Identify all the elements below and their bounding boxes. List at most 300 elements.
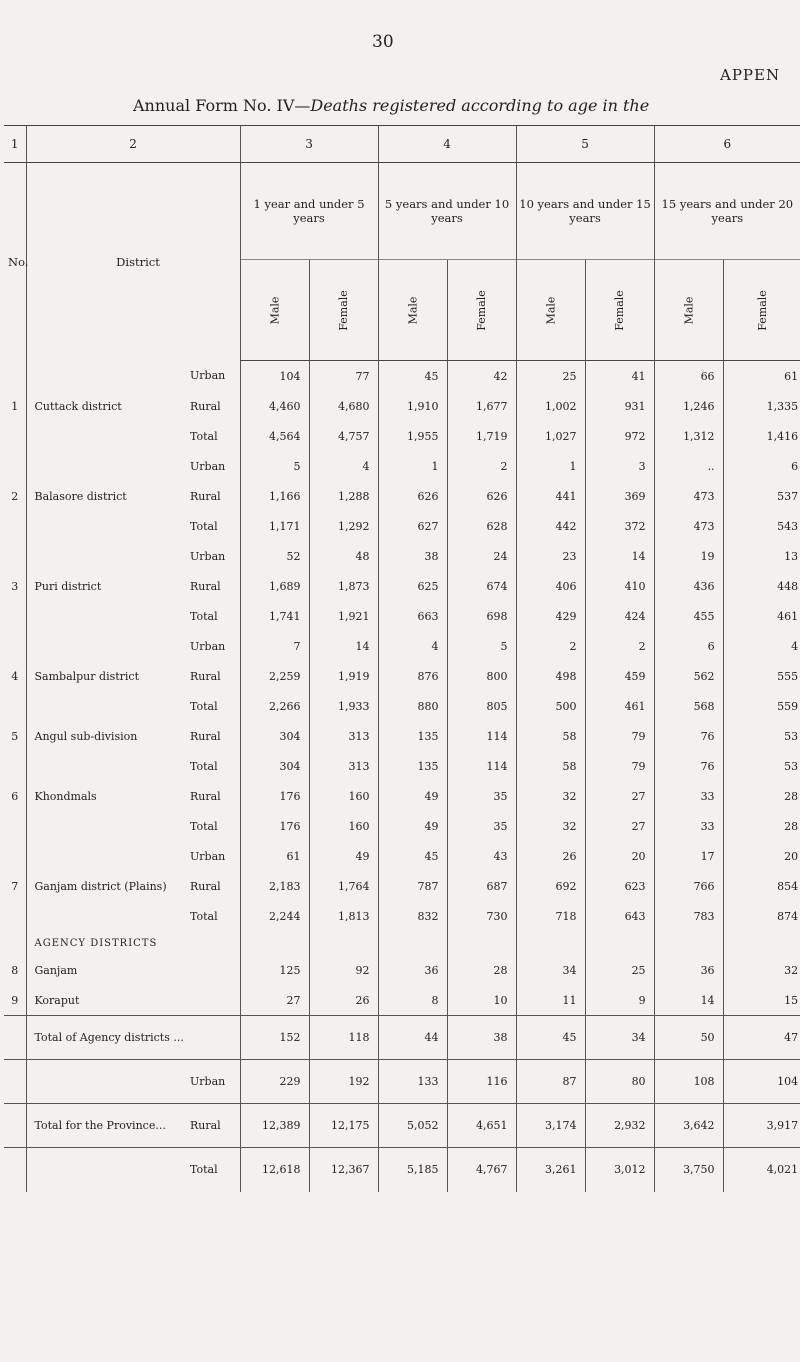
female-10-15-value: 34: [585, 1016, 654, 1060]
female-15-20-value: 20: [723, 841, 800, 871]
male-1-5-value: 7: [240, 631, 309, 661]
male-15-20-value: 473: [654, 511, 723, 541]
female-1-5-value: 12,367: [309, 1148, 378, 1192]
female-1-5-value: 1,288: [309, 481, 378, 511]
male-1-5-value: 12,389: [240, 1104, 309, 1148]
male-header: Male: [268, 296, 282, 324]
area-kind: Rural: [190, 579, 221, 593]
female-10-15-value: 9: [585, 985, 654, 1016]
blank: [26, 1148, 188, 1192]
table-row: [4, 391, 800, 421]
male-15-20-value: 568: [654, 691, 723, 721]
male-10-15-value: 25: [516, 361, 585, 392]
blank: [26, 1060, 188, 1104]
row-number: [4, 901, 26, 931]
male-5-10-value: 5,185: [378, 1148, 447, 1192]
male-10-15-value: 442: [516, 511, 585, 541]
table-row: [4, 661, 800, 691]
male-15-20-value: 1,312: [654, 421, 723, 451]
area-kind: Rural: [190, 879, 221, 893]
male-1-5-value: 4,564: [240, 421, 309, 451]
district-header: District: [26, 163, 240, 361]
female-5-10-value: 10: [447, 985, 516, 1016]
female-15-20-value: 61: [723, 361, 800, 392]
male-15-20-value: 50: [654, 1016, 723, 1060]
female-10-15-value: 972: [585, 421, 654, 451]
female-10-15-value: 80: [585, 1060, 654, 1104]
district-name: [26, 631, 188, 661]
district-name: [26, 451, 188, 481]
female-10-15-value: 424: [585, 601, 654, 631]
male-1-5-value: 176: [240, 811, 309, 841]
female-5-10-value: 730: [447, 901, 516, 931]
row-number: [4, 751, 26, 781]
table-body: [4, 361, 800, 1192]
female-15-20-value: 1,416: [723, 421, 800, 451]
male-5-10-value: 38: [378, 541, 447, 571]
female-15-20-value: 4: [723, 631, 800, 661]
female-1-5-value: 192: [309, 1060, 378, 1104]
male-1-5-value: 2,183: [240, 871, 309, 901]
female-header: Female: [337, 289, 351, 331]
female-5-10-value: 4,651: [447, 1104, 516, 1148]
male-15-20-value: 76: [654, 751, 723, 781]
female-1-5-value: 1,813: [309, 901, 378, 931]
male-5-10-value: 8: [378, 985, 447, 1016]
row-number: 8: [11, 963, 19, 977]
female-5-10-value: 1,677: [447, 391, 516, 421]
table-row: [4, 541, 800, 571]
female-5-10-value: 24: [447, 541, 516, 571]
male-5-10-value: 5,052: [378, 1104, 447, 1148]
male-1-5-value: 5: [240, 451, 309, 481]
female-15-20-value: 448: [723, 571, 800, 601]
table-row: [4, 631, 800, 661]
female-15-20-value: 28: [723, 811, 800, 841]
male-1-5-value: 176: [240, 781, 309, 811]
male-header: Male: [682, 296, 696, 324]
female-10-15-value: 2: [585, 631, 654, 661]
colnum-1: 1: [4, 126, 26, 163]
male-10-15-value: 26: [516, 841, 585, 871]
male-10-15-value: 500: [516, 691, 585, 721]
male-5-10-value: 133: [378, 1060, 447, 1104]
female-15-20-value: 537: [723, 481, 800, 511]
row-number: [4, 841, 26, 871]
male-1-5-value: 125: [240, 955, 309, 985]
female-15-20-value: 543: [723, 511, 800, 541]
male-1-5-value: 304: [240, 721, 309, 751]
male-1-5-value: 104: [240, 361, 309, 392]
female-15-20-value: 874: [723, 901, 800, 931]
blank: [4, 1104, 26, 1148]
male-10-15-value: 1,027: [516, 421, 585, 451]
district-name: Sambalpur district: [26, 661, 188, 691]
female-1-5-value: 26: [309, 985, 378, 1016]
district-name: [26, 751, 188, 781]
female-15-20-value: 3,917: [723, 1104, 800, 1148]
male-1-5-value: 1,741: [240, 601, 309, 631]
district-name: [26, 601, 188, 631]
female-15-20-value: 53: [723, 751, 800, 781]
row-number: [4, 511, 26, 541]
female-5-10-value: 35: [447, 781, 516, 811]
blank: [309, 931, 378, 955]
male-15-20-value: 33: [654, 781, 723, 811]
blank: [4, 931, 26, 955]
area-kind: Rural: [190, 669, 221, 683]
area-kind: Rural: [188, 1104, 240, 1148]
female-10-15-value: 25: [585, 955, 654, 985]
male-10-15-value: 58: [516, 751, 585, 781]
female-header: Female: [475, 289, 489, 331]
female-5-10-value: 28: [447, 955, 516, 985]
male-1-5-value: 304: [240, 751, 309, 781]
table-row: [4, 901, 800, 931]
female-5-10-value: 114: [447, 721, 516, 751]
appendix-label: APPEN: [720, 66, 781, 84]
row-number: [4, 541, 26, 571]
female-10-15-value: 461: [585, 691, 654, 721]
row-number: [4, 811, 26, 841]
row-number: [4, 451, 26, 481]
male-5-10-value: 4: [378, 631, 447, 661]
male-5-10-value: 49: [378, 781, 447, 811]
table-row: [4, 871, 800, 901]
female-1-5-value: 49: [309, 841, 378, 871]
female-15-20-value: 104: [723, 1060, 800, 1104]
blank: [585, 931, 654, 955]
male-1-5-value: 1,689: [240, 571, 309, 601]
row-number: 6: [11, 789, 19, 803]
male-5-10-value: 44: [378, 1016, 447, 1060]
male-10-15-value: 429: [516, 601, 585, 631]
agency-total-label: Total of Agency districts ...: [26, 1016, 240, 1060]
table-row: [4, 421, 800, 451]
male-1-5-value: 229: [240, 1060, 309, 1104]
female-15-20-value: 555: [723, 661, 800, 691]
male-1-5-value: 2,259: [240, 661, 309, 691]
male-10-15-value: 692: [516, 871, 585, 901]
row-number: [4, 601, 26, 631]
district-name: Khondmals: [26, 781, 188, 811]
district-name: [26, 511, 188, 541]
row-number: 5: [11, 729, 19, 743]
area-kind: Urban: [190, 459, 226, 473]
female-10-15-value: 79: [585, 751, 654, 781]
female-1-5-value: 1,919: [309, 661, 378, 691]
female-15-20-value: 1,335: [723, 391, 800, 421]
female-5-10-value: 116: [447, 1060, 516, 1104]
male-1-5-value: 2,266: [240, 691, 309, 721]
area-kind: Urban: [190, 549, 226, 563]
male-15-20-value: 783: [654, 901, 723, 931]
area-kind: Total: [188, 1148, 240, 1192]
row-number: [4, 631, 26, 661]
title-italic: Deaths registered according to age in the: [310, 96, 650, 115]
blank: [378, 931, 447, 955]
male-5-10-value: 625: [378, 571, 447, 601]
male-10-15-value: 3,261: [516, 1148, 585, 1192]
male-15-20-value: 33: [654, 811, 723, 841]
age-group-1-5: 1 year and under 5 years: [240, 163, 378, 260]
female-10-15-value: 410: [585, 571, 654, 601]
agency-total-row: [4, 1016, 800, 1060]
table-row: [4, 955, 800, 985]
female-15-20-value: 32: [723, 955, 800, 985]
female-5-10-value: 35: [447, 811, 516, 841]
male-1-5-value: 12,618: [240, 1148, 309, 1192]
female-5-10-value: 628: [447, 511, 516, 541]
female-header: Female: [755, 289, 769, 331]
male-10-15-value: 58: [516, 721, 585, 751]
table-row: [4, 511, 800, 541]
female-5-10-value: 687: [447, 871, 516, 901]
male-1-5-value: 4,460: [240, 391, 309, 421]
female-10-15-value: 623: [585, 871, 654, 901]
male-5-10-value: 45: [378, 841, 447, 871]
male-15-20-value: 14: [654, 985, 723, 1016]
agency-heading: AGENCY DISTRICTS: [26, 931, 240, 955]
female-5-10-value: 114: [447, 751, 516, 781]
male-header: Male: [544, 296, 558, 324]
district-name: Balasore district: [26, 481, 188, 511]
female-1-5-value: 77: [309, 361, 378, 392]
female-1-5-value: 1,764: [309, 871, 378, 901]
female-15-20-value: 559: [723, 691, 800, 721]
male-10-15-value: 1,002: [516, 391, 585, 421]
male-15-20-value: 3,750: [654, 1148, 723, 1192]
male-15-20-value: 108: [654, 1060, 723, 1104]
age-group-10-15: 10 years and under 15 years: [516, 163, 654, 260]
blank: [447, 931, 516, 955]
male-10-15-value: 87: [516, 1060, 585, 1104]
female-5-10-value: 42: [447, 361, 516, 392]
female-5-10-value: 698: [447, 601, 516, 631]
district-name: [26, 361, 188, 392]
female-10-15-value: 20: [585, 841, 654, 871]
female-5-10-value: 2: [447, 451, 516, 481]
female-1-5-value: 1,933: [309, 691, 378, 721]
male-15-20-value: 436: [654, 571, 723, 601]
male-5-10-value: 832: [378, 901, 447, 931]
area-kind: Rural: [190, 789, 221, 803]
male-10-15-value: 1: [516, 451, 585, 481]
female-5-10-value: 626: [447, 481, 516, 511]
female-1-5-value: 313: [309, 751, 378, 781]
male-10-15-value: 32: [516, 811, 585, 841]
female-15-20-value: 4,021: [723, 1148, 800, 1192]
female-header: Female: [613, 289, 627, 331]
province-row: [4, 1148, 800, 1192]
district-name: [26, 691, 188, 721]
district-name: Ganjam: [26, 955, 240, 985]
male-5-10-value: 36: [378, 955, 447, 985]
female-10-15-value: 27: [585, 811, 654, 841]
page-number: 30: [372, 32, 394, 52]
female-10-15-value: 643: [585, 901, 654, 931]
female-10-15-value: 931: [585, 391, 654, 421]
female-5-10-value: 4,767: [447, 1148, 516, 1192]
male-1-5-value: 61: [240, 841, 309, 871]
table-header: [4, 126, 800, 361]
blank: [516, 931, 585, 955]
male-5-10-value: 135: [378, 751, 447, 781]
row-number: 2: [11, 489, 19, 503]
female-15-20-value: 854: [723, 871, 800, 901]
male-5-10-value: 626: [378, 481, 447, 511]
female-5-10-value: 674: [447, 571, 516, 601]
district-name: [26, 841, 188, 871]
female-10-15-value: 3: [585, 451, 654, 481]
male-15-20-value: 76: [654, 721, 723, 751]
female-1-5-value: 313: [309, 721, 378, 751]
agency-heading-row: [4, 931, 800, 955]
male-10-15-value: 718: [516, 901, 585, 931]
district-name: [26, 811, 188, 841]
age-group-5-10: 5 years and under 10 years: [378, 163, 516, 260]
male-15-20-value: 562: [654, 661, 723, 691]
male-10-15-value: 11: [516, 985, 585, 1016]
female-15-20-value: 47: [723, 1016, 800, 1060]
province-label: Total for the Province...: [26, 1104, 188, 1148]
female-10-15-value: 372: [585, 511, 654, 541]
female-1-5-value: 160: [309, 781, 378, 811]
female-10-15-value: 14: [585, 541, 654, 571]
male-15-20-value: 66: [654, 361, 723, 392]
female-1-5-value: 92: [309, 955, 378, 985]
blank: [4, 1016, 26, 1060]
male-15-20-value: 19: [654, 541, 723, 571]
female-10-15-value: 2,932: [585, 1104, 654, 1148]
table-row: [4, 601, 800, 631]
table-row: [4, 361, 800, 392]
female-15-20-value: 461: [723, 601, 800, 631]
area-kind: Rural: [190, 489, 221, 503]
row-number: [4, 361, 26, 392]
male-5-10-value: 876: [378, 661, 447, 691]
male-1-5-value: 1,166: [240, 481, 309, 511]
male-10-15-value: 23: [516, 541, 585, 571]
male-10-15-value: 45: [516, 1016, 585, 1060]
district-name: [26, 901, 188, 931]
male-15-20-value: 6: [654, 631, 723, 661]
row-number: 7: [11, 879, 19, 893]
table-row: [4, 751, 800, 781]
colnum-4: 4: [378, 126, 516, 163]
female-5-10-value: 800: [447, 661, 516, 691]
male-10-15-value: 34: [516, 955, 585, 985]
female-5-10-value: 1,719: [447, 421, 516, 451]
area-kind: Total: [190, 759, 218, 773]
female-15-20-value: 53: [723, 721, 800, 751]
blank: [240, 931, 309, 955]
male-1-5-value: 1,171: [240, 511, 309, 541]
area-kind: Total: [190, 429, 218, 443]
age-group-15-20: 15 years and under 20 years: [654, 163, 800, 260]
female-10-15-value: 369: [585, 481, 654, 511]
male-15-20-value: 36: [654, 955, 723, 985]
female-10-15-value: 459: [585, 661, 654, 691]
female-15-20-value: 6: [723, 451, 800, 481]
male-5-10-value: 663: [378, 601, 447, 631]
district-name: [26, 421, 188, 451]
female-10-15-value: 3,012: [585, 1148, 654, 1192]
male-15-20-value: ..: [654, 451, 723, 481]
area-kind: Urban: [190, 639, 226, 653]
row-number: [4, 691, 26, 721]
female-5-10-value: 5: [447, 631, 516, 661]
row-number: 9: [11, 993, 19, 1007]
district-name: [26, 541, 188, 571]
area-kind: Total: [190, 909, 218, 923]
form-title: [133, 96, 649, 115]
female-1-5-value: 4,757: [309, 421, 378, 451]
area-kind: Rural: [190, 399, 221, 413]
male-15-20-value: 473: [654, 481, 723, 511]
no-header: No.: [8, 254, 29, 269]
blank: [4, 1148, 26, 1192]
female-1-5-value: 1,921: [309, 601, 378, 631]
female-10-15-value: 79: [585, 721, 654, 751]
district-name: Angul sub-division: [26, 721, 188, 751]
female-1-5-value: 118: [309, 1016, 378, 1060]
male-5-10-value: 1,955: [378, 421, 447, 451]
blank: [723, 931, 800, 955]
colnum-5: 5: [516, 126, 654, 163]
area-kind: Urban: [188, 1060, 240, 1104]
female-1-5-value: 1,873: [309, 571, 378, 601]
male-5-10-value: 880: [378, 691, 447, 721]
row-number: 1: [11, 399, 19, 413]
area-kind: Rural: [190, 729, 221, 743]
female-1-5-value: 160: [309, 811, 378, 841]
female-1-5-value: 1,292: [309, 511, 378, 541]
male-1-5-value: 27: [240, 985, 309, 1016]
male-5-10-value: 135: [378, 721, 447, 751]
female-1-5-value: 4,680: [309, 391, 378, 421]
female-1-5-value: 14: [309, 631, 378, 661]
table-row: [4, 985, 800, 1016]
blank: [4, 1060, 26, 1104]
district-name: Ganjam district (Plains): [26, 871, 188, 901]
table-row: [4, 571, 800, 601]
male-10-15-value: 32: [516, 781, 585, 811]
area-kind: Total: [190, 519, 218, 533]
district-name: Puri district: [26, 571, 188, 601]
table-row: [4, 841, 800, 871]
blank: [654, 931, 723, 955]
table-row: [4, 721, 800, 751]
female-5-10-value: 43: [447, 841, 516, 871]
area-kind: Total: [190, 819, 218, 833]
male-10-15-value: 406: [516, 571, 585, 601]
male-10-15-value: 2: [516, 631, 585, 661]
male-header: Male: [406, 296, 420, 324]
row-number: 3: [11, 579, 19, 593]
male-5-10-value: 49: [378, 811, 447, 841]
area-kind: Total: [190, 699, 218, 713]
male-15-20-value: 766: [654, 871, 723, 901]
deaths-table: [4, 125, 800, 1192]
male-15-20-value: 3,642: [654, 1104, 723, 1148]
male-10-15-value: 441: [516, 481, 585, 511]
female-10-15-value: 27: [585, 781, 654, 811]
province-row: [4, 1060, 800, 1104]
male-15-20-value: 1,246: [654, 391, 723, 421]
male-5-10-value: 787: [378, 871, 447, 901]
age-group-row: [4, 163, 800, 260]
